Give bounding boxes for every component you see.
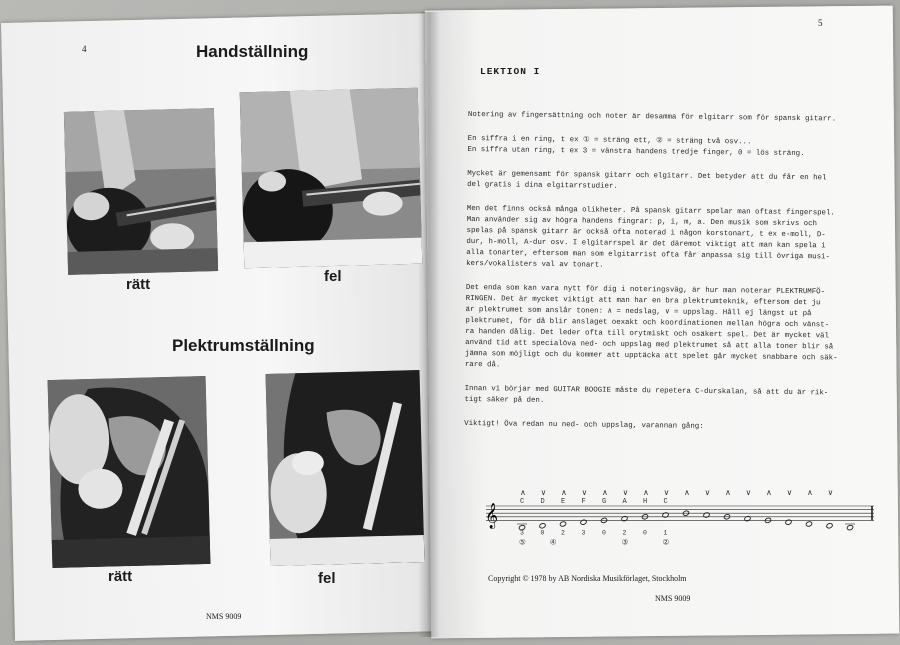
pick-stroke-mark: ∧ bbox=[766, 488, 772, 497]
note-name-label: F bbox=[581, 498, 586, 506]
c-major-scale-staff bbox=[482, 486, 878, 556]
pick-stroke-mark: ∧ bbox=[643, 488, 649, 497]
string-number-mark: ② bbox=[662, 537, 670, 547]
lesson-text-line: är plektrumet som anslår tonen: ∧ = nedslag, ∨ = uppslag. Håll ej längst ut på bbox=[465, 305, 812, 319]
note-name-label: C bbox=[520, 498, 525, 506]
caption-top-left: rätt bbox=[126, 276, 151, 293]
heading-plektrumstallning: Plektrumställning bbox=[172, 336, 315, 355]
lesson-text-line: En siffra i en ring, t ex ① = sträng ett, ② = sträng två osv... bbox=[467, 134, 752, 147]
scale-note bbox=[744, 516, 751, 522]
music-staff bbox=[482, 486, 878, 556]
string-number-mark: ④ bbox=[549, 537, 557, 547]
lesson-text-line: använd tid att specialöva ned- och uppslag med plektrumet så att alla toner blir så bbox=[465, 338, 834, 352]
lesson-text-line: Det enda som kan vara nytt för dig i noteringsväg, är hur man noterar PLEKTRUMFÖ- bbox=[465, 283, 826, 297]
fingering-number: 2 bbox=[561, 529, 565, 537]
scale-note bbox=[785, 519, 792, 525]
pick-stroke-mark: ∨ bbox=[622, 488, 629, 497]
fingering-number: 2 bbox=[622, 529, 627, 537]
note-name-label: E bbox=[561, 498, 566, 506]
lesson-paragraph bbox=[466, 204, 867, 275]
pick-stroke-mark: ∧ bbox=[684, 488, 690, 497]
note-name-label: D bbox=[540, 498, 545, 506]
pick-stroke-mark: ∨ bbox=[827, 488, 834, 497]
lesson-text-line: RINGEN. Det är mycket viktigt att man har en bra plektrumteknik, eftersom det ju bbox=[465, 294, 821, 308]
right-page-number: 5 bbox=[818, 18, 823, 28]
lesson-text-line: jämna som möjligt och du kommer att upptäcka att spelet går mycket snabbare och säk- bbox=[464, 349, 838, 363]
pick-stroke-mark: ∧ bbox=[725, 488, 731, 497]
lesson-paragraph bbox=[467, 134, 867, 161]
caption-top-right: fel bbox=[324, 268, 342, 285]
right-footer-catalog: NMS 9009 bbox=[655, 594, 691, 603]
fingering-number: 0 bbox=[540, 529, 545, 537]
scale-note bbox=[580, 519, 587, 525]
scale-note bbox=[846, 525, 853, 531]
scale-note bbox=[662, 512, 669, 518]
lesson-paragraph bbox=[467, 169, 867, 196]
photo-pick-wrong bbox=[266, 370, 425, 566]
pick-stroke-mark: ∨ bbox=[581, 488, 588, 497]
left-page-number: 4 bbox=[82, 44, 87, 54]
lesson-text-line: spelas på spansk gitarr är också ofta noterad i någon korstonart, t ex e-moll, D- bbox=[466, 226, 826, 240]
note-name-label: A bbox=[622, 498, 627, 506]
lesson-text-line: del gratis i dina elgitarrstudier. bbox=[467, 180, 618, 191]
lesson-text-line: Viktigt! Öva redan nu ned- och uppslag, varannan gång: bbox=[464, 419, 704, 431]
lesson-body-text bbox=[464, 110, 868, 448]
string-number-mark: ⑤ bbox=[519, 537, 526, 547]
scale-note bbox=[539, 523, 546, 529]
lesson-text-line: rare då. bbox=[464, 360, 501, 370]
left-footer-catalog: NMS 9009 bbox=[206, 612, 242, 621]
pick-stroke-mark: ∧ bbox=[561, 488, 567, 497]
guitar-photo-graphic bbox=[240, 88, 423, 269]
lesson-text-line: tigt säker på den. bbox=[464, 395, 545, 405]
note-name-label: H bbox=[643, 498, 648, 506]
lesson-text-line: Innan vi börjar med GUITAR BOOGIE måste du repetera C-durskalan, så att du är rik- bbox=[464, 384, 829, 398]
photo-hand-wrong bbox=[240, 88, 423, 269]
scale-note bbox=[621, 516, 628, 522]
lesson-paragraph bbox=[465, 283, 866, 376]
pick-stroke-mark: ∨ bbox=[745, 488, 752, 497]
string-number-mark: ③ bbox=[621, 537, 629, 547]
lesson-title: LEKTION I bbox=[480, 66, 541, 77]
note-name-label: C bbox=[663, 498, 668, 506]
treble-clef: 𝄞 bbox=[485, 503, 499, 529]
lesson-text-line: kers/vokalisters val av tonart. bbox=[466, 259, 604, 270]
guitar-photo-graphic bbox=[64, 108, 218, 275]
pick-stroke-mark: ∨ bbox=[663, 488, 670, 497]
photo-pick-correct bbox=[48, 376, 211, 568]
fingering-number: 3 bbox=[520, 529, 524, 537]
pick-stroke-mark: ∨ bbox=[786, 488, 793, 497]
pick-stroke-mark: ∧ bbox=[520, 488, 526, 497]
fingering-number: 1 bbox=[663, 529, 668, 537]
scale-note bbox=[805, 521, 812, 527]
lesson-text-line: alla tonarter, eftersom man som elgitarrist ofta får anpassa sig till övriga musi- bbox=[466, 248, 830, 262]
pick-stroke-mark: ∧ bbox=[602, 488, 608, 497]
note-name-label: G bbox=[602, 498, 607, 506]
scale-note bbox=[559, 521, 566, 527]
lesson-text-line: Mycket är gemensamt för spansk gitarr och elgitarr. Det betyder att du får en hel bbox=[467, 169, 827, 183]
lesson-text-line: Men det finns också många olikheter. På spansk gitarr spelar man oftast fingerspel. bbox=[466, 204, 835, 218]
photo-hand-correct bbox=[64, 108, 218, 275]
guitar-photo-graphic bbox=[48, 376, 211, 568]
caption-bottom-left: rätt bbox=[108, 568, 133, 585]
lesson-text-line: Notering av fingersättning och noter är desamma för elgitarr som för spansk gitarr. bbox=[467, 110, 837, 124]
fingering-number: 3 bbox=[581, 529, 586, 537]
heading-handstallning: Handställning bbox=[196, 42, 309, 61]
guitar-photo-graphic bbox=[266, 370, 425, 566]
fingering-number: 0 bbox=[602, 529, 606, 537]
lesson-text-line: plektrumet, för då blir anslaget oexakt och koordinationen mellan högra och vänst- bbox=[465, 316, 830, 330]
pick-stroke-mark: ∨ bbox=[540, 488, 547, 497]
copyright-notice: Copyright © 1978 by AB Nordiska Musikförlaget, Stockholm bbox=[488, 574, 687, 583]
lesson-paragraph bbox=[464, 419, 864, 435]
scale-note bbox=[703, 512, 710, 518]
lesson-text-line: Man använder sig av högra handens fingrar: p, i, m, a. Den musik som skrivs och bbox=[466, 215, 818, 229]
lesson-text-line: dur, h-moll, A-dur osv. I elgitarrspel är det däremot viktigt att man kan spela i bbox=[466, 237, 826, 251]
lesson-text-line: En siffra utan ring, t ex 3 = vänstra handens tredje finger, 0 = lös sträng. bbox=[467, 145, 805, 159]
fingering-number: 0 bbox=[643, 529, 647, 537]
lesson-paragraph bbox=[464, 384, 864, 411]
pick-stroke-mark: ∧ bbox=[807, 488, 813, 497]
scale-note bbox=[826, 523, 833, 529]
pick-stroke-mark: ∨ bbox=[704, 488, 711, 497]
lesson-text-line: ra handen dålig. Det leder ofta till orytmiskt och osäkert spel. Det är mycket väl bbox=[465, 327, 829, 341]
caption-bottom-right: fel bbox=[318, 570, 336, 587]
